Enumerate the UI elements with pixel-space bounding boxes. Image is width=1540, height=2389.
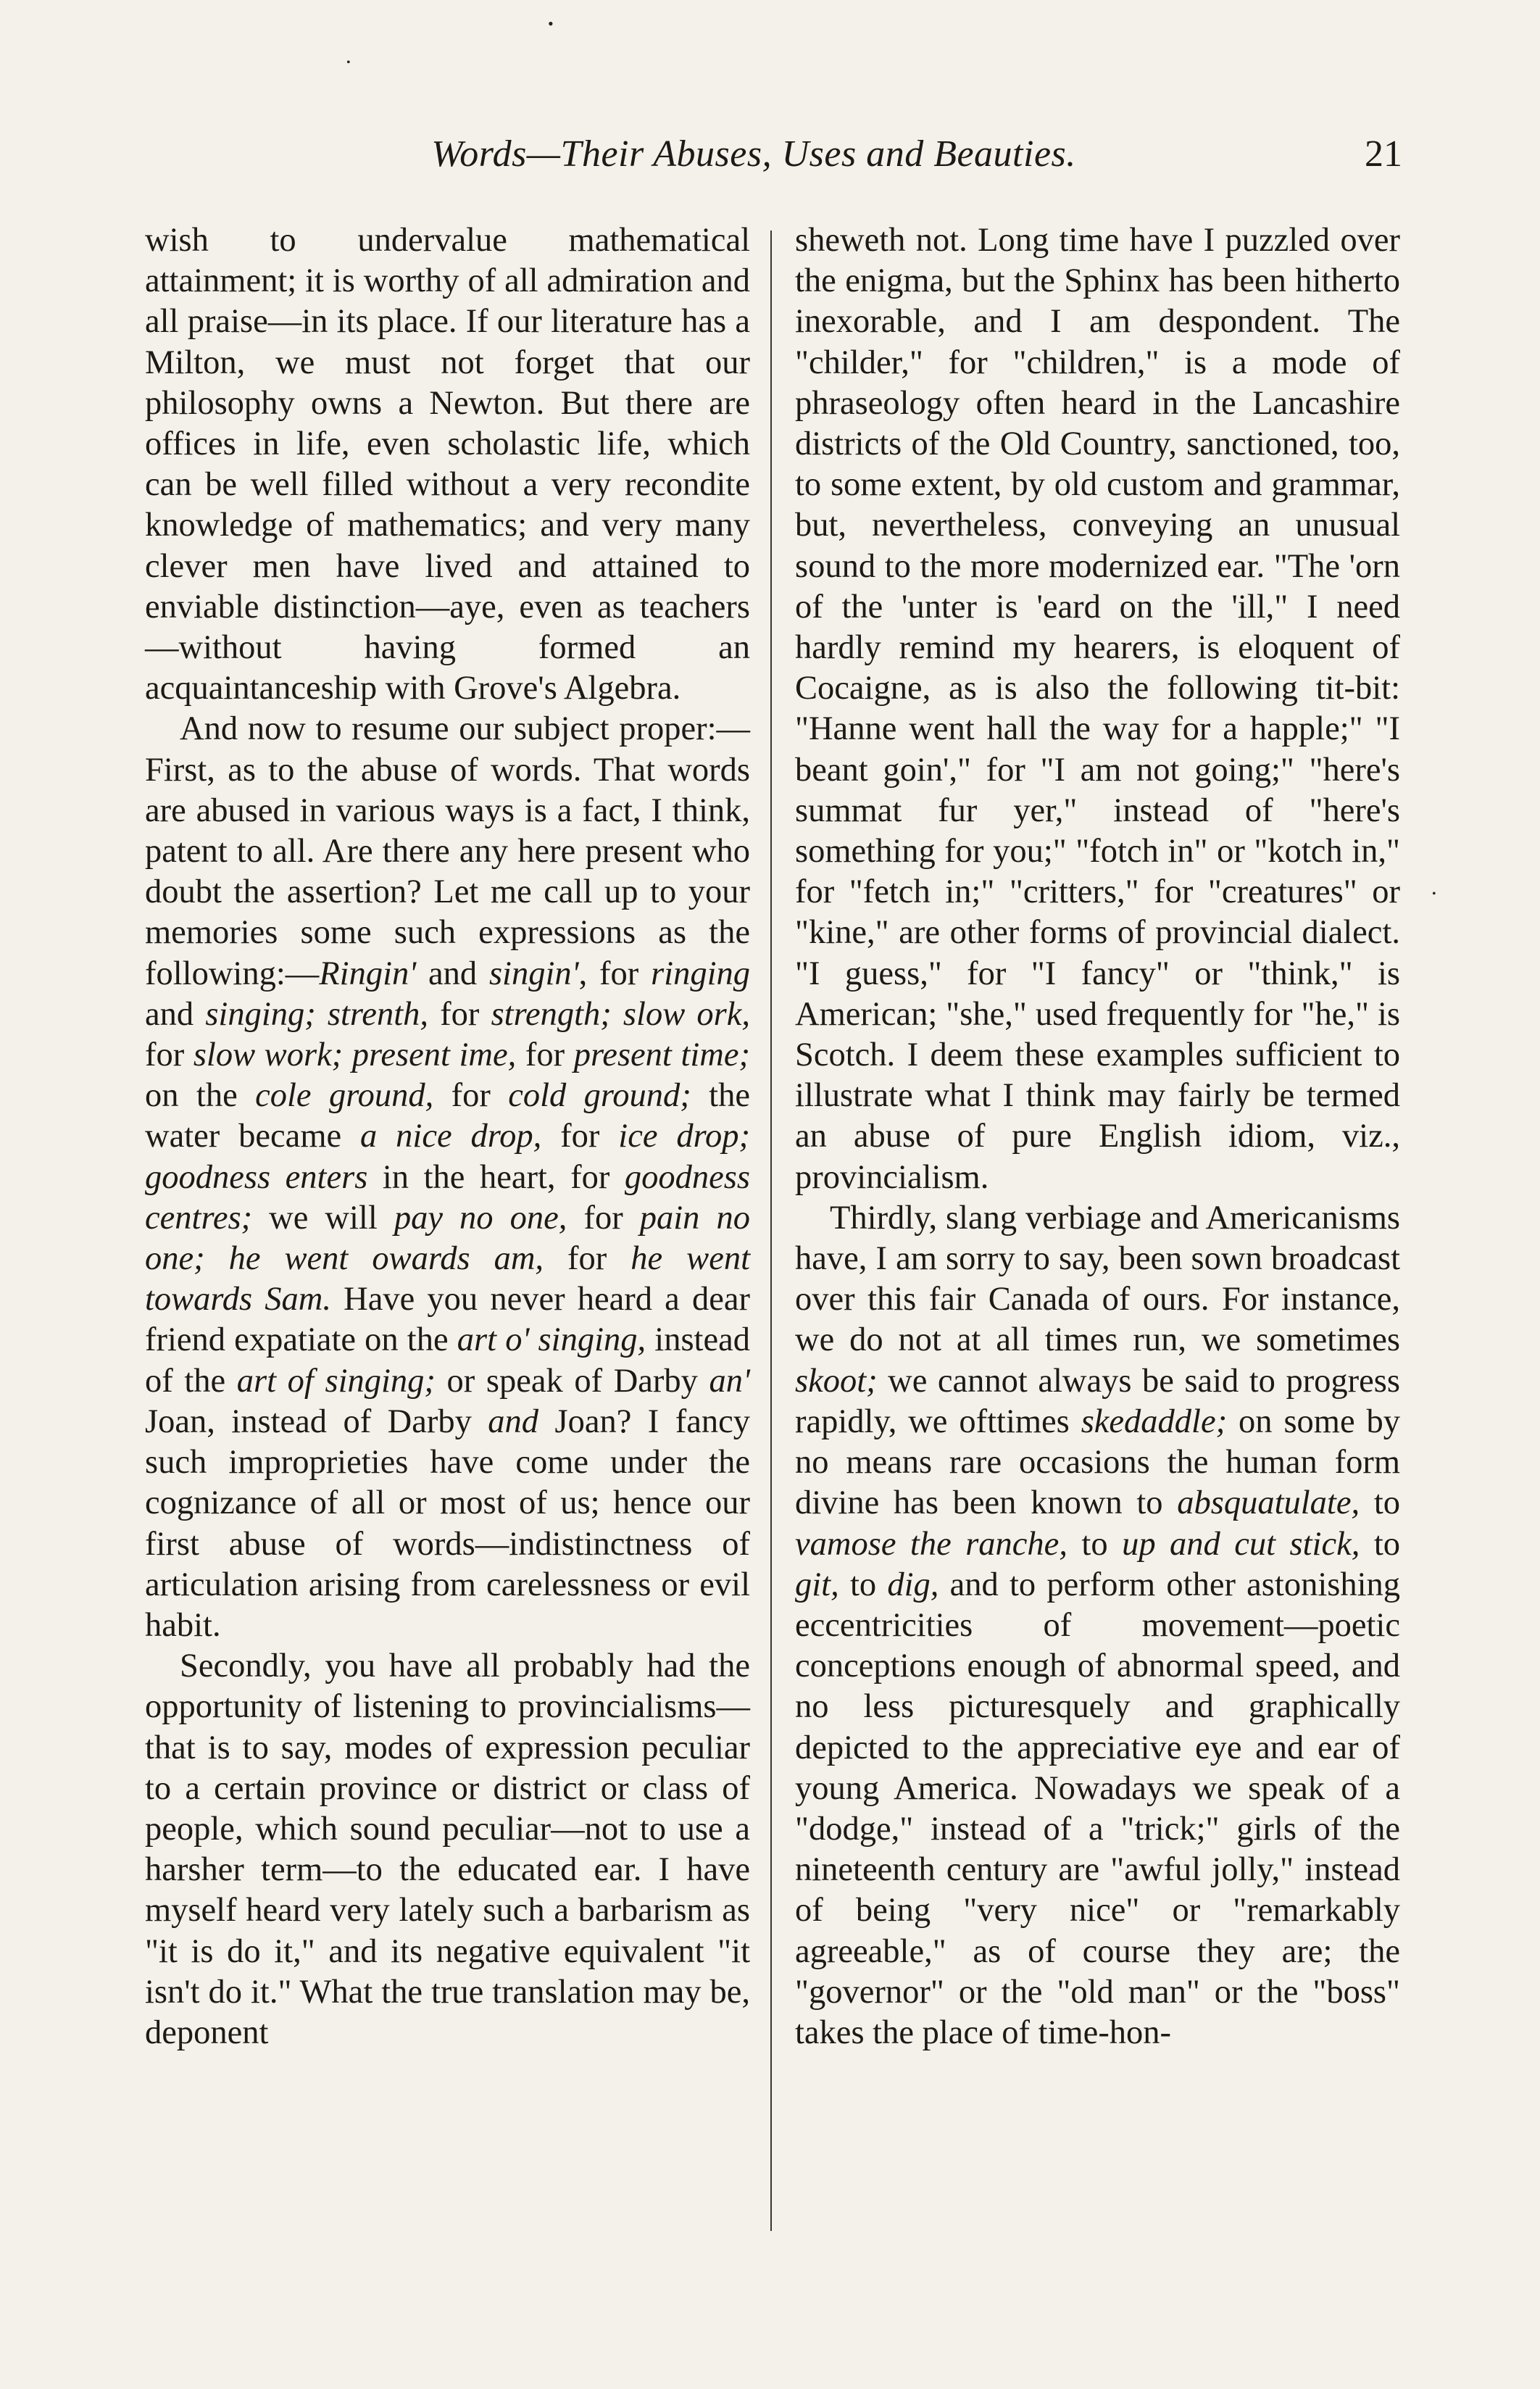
italic-run: skedaddle;: [1081, 1403, 1228, 1440]
text-run: on the: [145, 1077, 256, 1115]
right-paragraph-1: sheweth not. Long time have I puzzled over the enigma, but the Sphinx has been hitherto inexorable, and I am despondent. The "childer," for "children," is a mode of phraseology often heard in the Lancashire districts of the Old Country, sanctioned, too, to some extent, by old custom and grammar, but, nevertheless, conveying an unusual sound to the more modernized ear. "The 'orn of the 'unter is 'eard on the 'ill," I need hardly remind my hearers, is eloquent of Cocaigne, as is also the following tit-bit: "Hanne went hall the way for a happle;" "I beant goin'," for "I am not going;" "here's summat fur yer," instead of "here's something for you;" "fotch in" or "kotch in," for "fetch in;" "critters," for "creatures" or "kine," are other forms of provincial dialect. "I guess," for "I fancy" or "think," is American; "she," used frequently for "he," is Scotch. I deem these examples sufficient to illustrate what I think may fairly be termed an abuse of pure English idiom, viz., provincialism.: [795, 222, 1400, 1196]
text-run: the water became: [145, 1077, 750, 1155]
text-run: for: [541, 1118, 619, 1155]
text-run: And now to resume our subject proper:—First, as to the abuse of words. That words are abused in various ways is a fact, I think, patent to all. Are there any here present who doubt the assertion? Let me call up to your memories some such expressions as the following:—: [145, 710, 750, 992]
italic-run: a nice drop,: [360, 1118, 542, 1155]
italic-run: ice drop; goodness enters: [145, 1118, 750, 1196]
left-paragraph-1: wish to undervalue mathematical attainment; it is worthy of all admiration and all praise—in its place. If our literature has a Milton, we must not forget that our philosophy owns a Newton. But there are offices in life, even scholastic life, which can be well filled without a very recondite knowledge of mathematics; and very many clever men have lived and attained to enviable distinction—aye, even as teachers—without having formed an acquaintanceship with Grove's Algebra.: [145, 222, 750, 707]
text-run: in the heart, for: [367, 1158, 625, 1196]
left-paragraph-2: [145, 709, 750, 1646]
italic-run: he went towards Sam.: [145, 1240, 750, 1318]
print-speck: •: [346, 57, 351, 69]
text-run: to: [838, 1566, 888, 1603]
text-run: Thirdly, slang verbiage and Americanisms have, I am sorry to say, been sown broadcast over this fair Canada of ours. For instance, we do not at all times run, we sometimes: [795, 1199, 1400, 1359]
italic-run: goodness centres;: [145, 1158, 750, 1237]
text-run: we cannot always be said to progress rapidly, we ofttimes: [795, 1362, 1400, 1440]
text-run: and: [416, 955, 489, 992]
italic-run: and: [488, 1403, 539, 1440]
text-run: and: [145, 995, 206, 1033]
text-run: and to perform other astonishing eccentricities of movement—poetic conceptions enough of abnormal speed, and no less picturesquely and graphically depicted to the appreciative eye and ear of young America. Nowadays we speak of a "dodge," instead of a "trick;" girls of the nineteenth century are "awful jolly," instead of being "very nice" or "remarkably agreeable," as of course they are; the "governor" or the "old man" or the "boss" takes the place of time-hon-: [795, 1566, 1401, 2051]
text-run: Joan? I fancy such improprieties have come under the cognizance of all or most of us; hence our first abuse of words—indistinctness of articulation arising from carelessness or evil habit.: [145, 1403, 751, 1644]
text-run: we will: [252, 1199, 394, 1237]
left-paragraph-3: Secondly, you have all probably had the opportunity of listening to provincialisms—that is to say, modes of expression peculiar to a certain province or district or class of people, which sound peculiar—not to use a harsher term—to the educated ear. I have myself heard very lately such a barbarism as "it is do it," and its negative equivalent "it isn't do it." What the true translation may be, deponent: [145, 1648, 750, 2051]
italic-run: up and cut stick,: [1122, 1525, 1360, 1563]
text-run: for: [433, 1077, 509, 1115]
italic-run: art of singing;: [236, 1362, 436, 1400]
italic-run: art o' singing,: [457, 1321, 646, 1359]
italic-run: absquatulate,: [1177, 1484, 1360, 1522]
page-number: 21: [1365, 133, 1402, 175]
text-run: , for: [578, 955, 652, 992]
page-header: [138, 129, 1402, 180]
text-run: on some by no means rare occasions the human form divine has been known to: [795, 1403, 1401, 1522]
italic-run: singin': [488, 955, 579, 992]
italic-run: strength; slow ork,: [491, 995, 750, 1033]
italic-run: vamose the ranche,: [795, 1525, 1067, 1563]
text-run: for: [544, 1240, 631, 1278]
text-run: for: [428, 995, 491, 1033]
italic-run: git,: [795, 1566, 839, 1603]
text-run: instead of the: [145, 1321, 750, 1400]
italic-run: slow work; present ime,: [193, 1036, 517, 1074]
text-run: for: [145, 1036, 193, 1074]
italic-run: pain no one; he went owards am,: [145, 1199, 751, 1278]
italic-run: cold ground;: [508, 1077, 691, 1115]
print-speck: •: [548, 14, 554, 33]
left-column: [145, 220, 750, 2053]
italic-run: skoot;: [795, 1362, 878, 1400]
text-run: to: [1360, 1484, 1400, 1522]
italic-run: singing; strenth,: [205, 995, 428, 1033]
italic-run: Ringin': [319, 955, 417, 992]
text-run: for: [516, 1036, 574, 1074]
column-divider: [770, 230, 772, 2231]
italic-run: an': [709, 1362, 750, 1400]
text-run: Joan, instead of Darby: [145, 1403, 488, 1440]
right-column: [795, 220, 1400, 2053]
text-run: to: [1360, 1525, 1400, 1563]
text-run: or speak of Darby: [435, 1362, 709, 1400]
print-speck: •: [1432, 888, 1436, 900]
italic-run: dig,: [887, 1566, 939, 1603]
italic-run: ringing: [651, 955, 750, 992]
right-paragraph-2: [795, 1198, 1400, 2053]
italic-run: cole ground,: [255, 1077, 434, 1115]
italic-run: present time;: [573, 1036, 750, 1074]
text-run: to: [1067, 1525, 1123, 1563]
running-title: Words—Their Abuses, Uses and Beauties.: [431, 133, 1076, 175]
text-run: Have you never heard a dear friend expatiate on the: [145, 1281, 750, 1359]
italic-run: pay no one,: [394, 1199, 567, 1237]
text-run: for: [567, 1199, 640, 1237]
